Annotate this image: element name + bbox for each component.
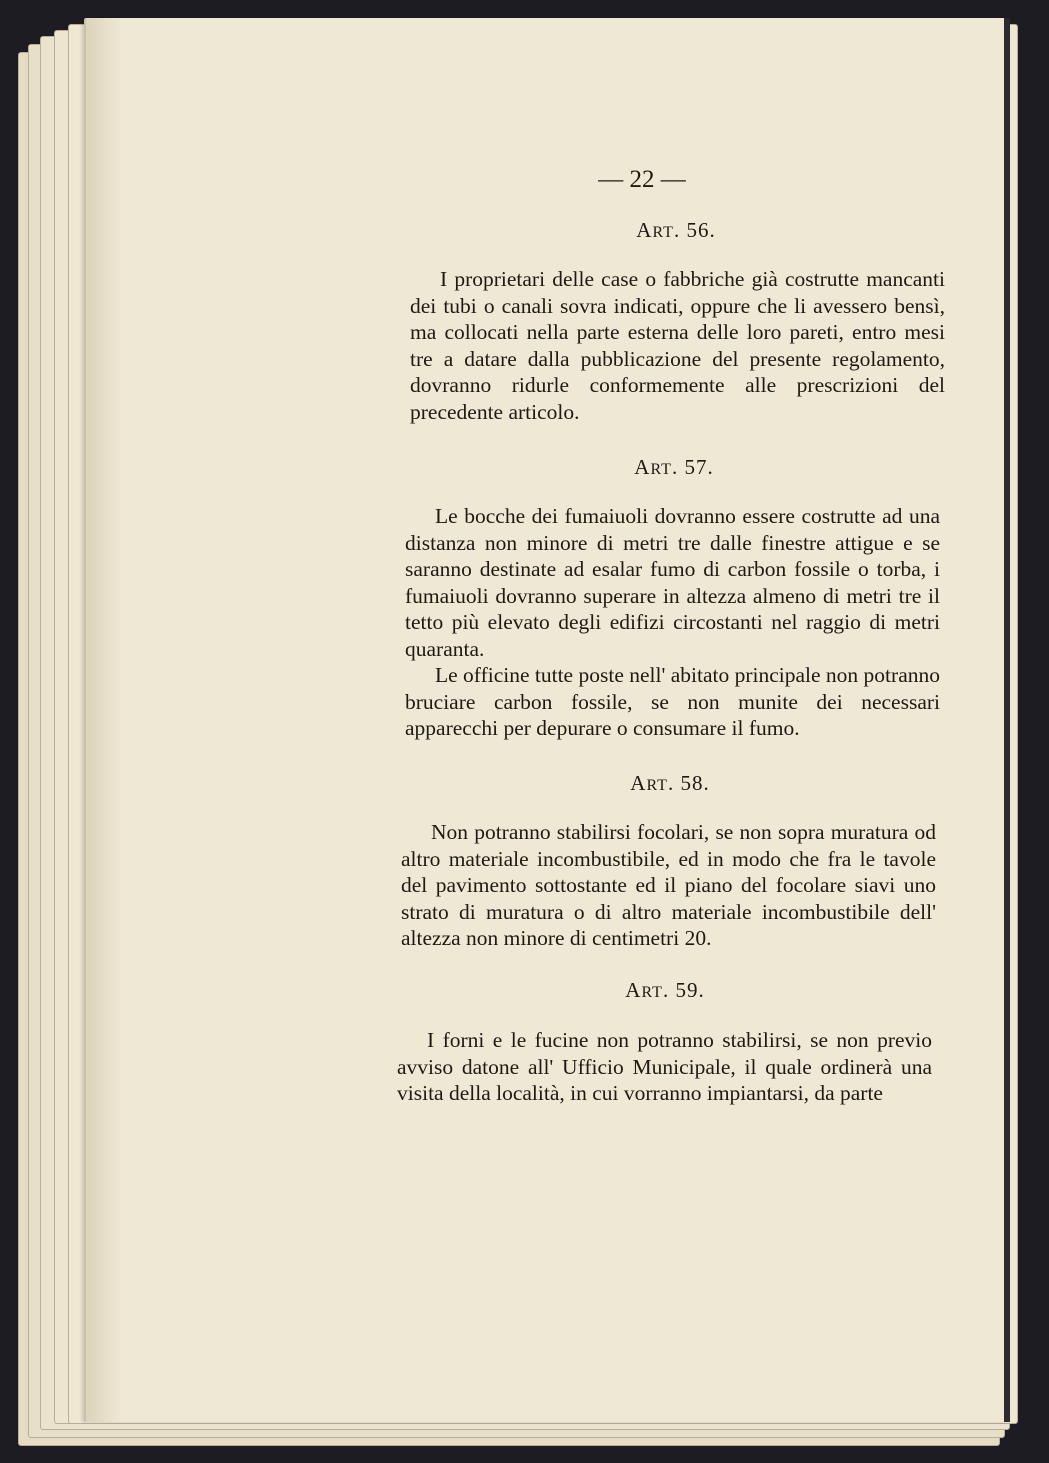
article-56-body xyxy=(410,266,945,425)
article-59-body xyxy=(397,1027,932,1107)
article-heading-57: ART. 57. xyxy=(634,455,714,479)
paragraph: Le bocche dei fumaiuoli dovranno essere costrutte ad una distanza non minore di metri tre dalle finestre attigue e se saranno destinate ad esalar fumo di carbon fossile o torba, i fumaiuoli dovranno superare in altezza almeno di metri tre il tetto più elevato degli edifizi circostanti nel raggio di metri quaranta. xyxy=(405,504,940,661)
paragraph: I proprietari delle case o fabbriche già costrutte mancanti dei tubi o canali sovra indicati, oppure che li avessero bensì, ma collocati nella parte esterna delle loro pareti, entro mesi tre a datare dalla pubblicazione del presente regolamento, dovranno ridurle conformemente alle prescrizioni del precedente articolo. xyxy=(410,267,945,424)
paragraph: Non potranno stabilirsi focolari, se non sopra muratura od altro materiale incombustibile, ed in modo che fra le tavole del pavimento sottostante ed il piano del focolare siavi uno strato di muratura o di altro materiale incombustibile dell' altezza non minore di centimetri 20. xyxy=(401,820,936,950)
article-57-body xyxy=(405,503,940,742)
article-heading-58: ART. 58. xyxy=(630,771,710,795)
page-binding-edge xyxy=(1004,18,1010,1422)
page-gutter xyxy=(86,18,122,1422)
article-heading-59: ART. 59. xyxy=(625,978,705,1002)
paragraph: Le officine tutte poste nell' abitato principale non potranno bruciare carbon fossile, se non munite dei necessari apparecchi per depurare o consumare il fumo. xyxy=(405,663,940,740)
article-58-body xyxy=(401,819,936,952)
paragraph: I forni e le fucine non potranno stabilirsi, se non previo avviso datone all' Ufficio Municipale, il quale ordinerà una visita della località, in cui vorranno impiantarsi, da parte xyxy=(397,1028,932,1105)
article-heading-56: ART. 56. xyxy=(636,218,716,242)
page-number: — 22 — xyxy=(598,166,686,193)
